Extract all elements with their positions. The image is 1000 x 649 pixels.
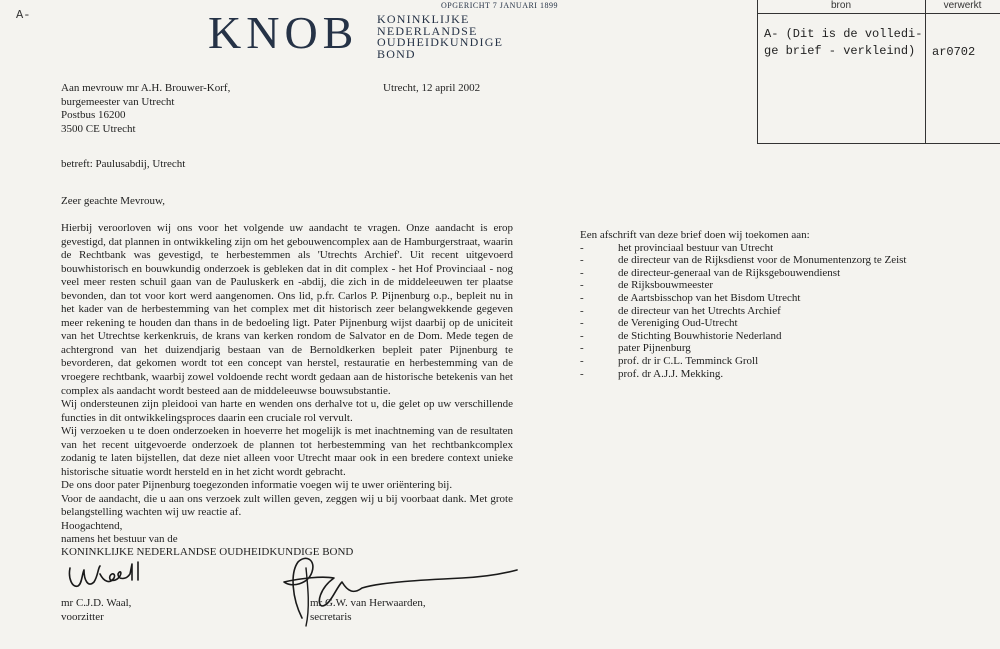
- closing-line: Hoogachtend,: [61, 520, 123, 532]
- stamp-source-header: bron: [830, 0, 851, 11]
- cc-item: [580, 267, 890, 280]
- archive-stamp-box: [757, 0, 1000, 144]
- logo-name-line: OUDHEIDKUNDIGE: [377, 35, 504, 49]
- logo-full-name: [377, 14, 503, 60]
- cc-item-text: de Vereniging Oud-Utrecht: [618, 317, 738, 330]
- stamp-code: ar0702: [932, 45, 976, 59]
- cc-dash: -: [580, 241, 584, 254]
- knob-logo: KNOB: [208, 7, 359, 58]
- signature-waal: [64, 560, 164, 594]
- logo-name-line: NEDERLANDSE: [377, 23, 478, 38]
- closing-line: namens het bestuur van de: [61, 533, 178, 545]
- address-line: burgemeester van Utrecht: [61, 95, 175, 108]
- cc-dash: -: [580, 317, 584, 330]
- recipient-address: [61, 82, 230, 137]
- place-date: Utrecht, 12 april 2002: [383, 82, 481, 94]
- address-line: 3500 CE Utrecht: [61, 123, 136, 136]
- cc-item: [580, 292, 890, 305]
- cc-item-text: de directeur van de Rijksdienst voor de Monumentenzorg te Zeist: [618, 254, 907, 267]
- stamp-header-divider: [757, 13, 1000, 14]
- body-paragraph: Wij verzoeken u te doen onderzoeken in hoeverre het mogelijk is met inachtneming van de resultaten van het recent uitgevoerde onderzoek de plannen tot herbestemming van het rechtbankcomplex zodanig te laten bijstellen, dat deze niet alleen voor Utrecht maar ook in een bredere context unieke historische situatie wordt hersteld en in het zicht wordt gebracht.: [61, 425, 513, 478]
- cc-item-text: de directeur van het Utrechts Archief: [618, 304, 781, 317]
- cc-intro: Een afschrift van deze brief doen wij toekomen aan:: [580, 229, 810, 241]
- corner-mark: A-: [16, 8, 31, 22]
- cc-item: [580, 330, 890, 343]
- signatory-role: voorzitter: [61, 610, 104, 623]
- stamp-processed-header: verwerkt: [943, 0, 982, 11]
- cc-item-text: pater Pijnenburg: [618, 342, 691, 355]
- signatory-name: mr G.W. van Herwaarden,: [310, 597, 426, 609]
- stamp-column-divider: [925, 0, 926, 143]
- cc-dash: -: [580, 279, 584, 292]
- cc-item-text: de Rijksbouwmeester: [618, 279, 714, 292]
- cc-item: [580, 342, 890, 355]
- cc-dash: -: [580, 291, 584, 304]
- cc-dash: -: [580, 342, 584, 355]
- cc-dash: -: [580, 266, 584, 279]
- cc-item: [580, 317, 890, 330]
- cc-item: [580, 242, 890, 255]
- body-paragraph: Wij ondersteunen zijn pleidooi van harte en wenden ons derhalve tot u, die gelet op uw verschillende functies in dit ontwikkelingsproces daarin een cruciale rol vervult.: [61, 398, 513, 424]
- body-paragraph: Voor de aandacht, die u aan ons verzoek zult willen geven, zeggen wij u bij voorbaat dank. Met grote belangstelling wachten wij uw reactie af.: [61, 492, 513, 519]
- cc-item-text: het provinciaal bestuur van Utrecht: [618, 241, 774, 254]
- cc-dash: -: [580, 254, 584, 267]
- cc-item: [580, 355, 890, 368]
- cc-item: [580, 305, 890, 318]
- cc-item-text: de directeur-generaal van de Rijksgebouwendienst: [618, 266, 841, 279]
- founded-date: OPGERICHT 7 JANUARI 1899: [441, 1, 558, 10]
- subject-line: betreft: Paulusabdij, Utrecht: [61, 158, 186, 170]
- cc-item-text: prof. dr A.J.J. Mekking.: [618, 367, 724, 380]
- cc-dash: -: [580, 354, 584, 367]
- closing-line: KONINKLIJKE NEDERLANDSE OUDHEIDKUNDIGE BOND: [61, 546, 354, 558]
- body-paragraph: De ons door pater Pijnenburg toegezonden informatie voegen wij te uwer oriëntering bij.: [61, 479, 453, 492]
- logo-name-line: KONINKLIJKE: [377, 12, 470, 26]
- body-paragraph: Hierbij veroorloven wij ons voor het volgende uw aandacht te vragen. Onze aandacht is erop gevestigd, dat plannen in ontwikkeling zijn om het gebouwencomplex aan de Hamburgerstraat, waarin de Rechtbank was gevestigd, te herbestemmen als 'Utrechts Archief'. Uit recent uitgevoerd bouwhistorisch en bouwkundig onderzoek is gebleken dat in dit complex - het Hof Provinciaal - nog veel meer resten schuil gaan van de Pauluskerk en -abdij, die zich in de middeleeuwen ter plaatse bevonden, dan tot voor kort werd aangenomen. Ons lid, p.fr. Carlos P. Pijnenburg o.p., bepleit nu in het kader van de herbestemming van het complex met dit historisch zeer belangwekkende gegeven meer rekening te houden dan thans in de bedoeling ligt. Pater Pijnenburg wijst daarbij op de uniciteit van het Utrechtse kerkenkruis, de krans van kerken rondom de Salvator en de Dom. Mede tegen de achtergrond van het duizendjarig bestaan van de Bernoldkerken bepleit pater Pijnenburg te bevorderen, dat gekomen wordt tot een concept van herstel, restauratie en herbestemming van de vroegere rechtbank, waarbij zowel voldoende recht wordt gedaan aan de historische betekenis van het complex als aandacht wordt besteed aan de middeleeuwse bouwsubstantie.: [61, 222, 513, 397]
- address-line: Aan mevrouw mr A.H. Brouwer-Korf,: [61, 82, 231, 94]
- cc-dash: -: [580, 367, 584, 380]
- signatory-secretary: [310, 597, 426, 624]
- logo-name-line: BOND: [377, 46, 416, 61]
- cc-item: [580, 279, 890, 292]
- cc-dash: -: [580, 304, 584, 317]
- signatory-name: mr C.J.D. Waal,: [61, 597, 132, 609]
- signatory-chair: [61, 597, 131, 624]
- cc-list: [580, 229, 907, 380]
- cc-item: [580, 368, 890, 381]
- cc-item-text: de Stichting Bouwhistorie Nederland: [618, 329, 782, 342]
- address-line: Postbus 16200: [61, 109, 126, 122]
- stamp-note: A- (Dit is de volledi- ge brief - verkleind): [764, 27, 923, 58]
- cc-item-text: prof. dr ir C.L. Temminck Groll: [618, 354, 759, 367]
- signatory-role: secretaris: [310, 610, 352, 623]
- cc-dash: -: [580, 329, 584, 342]
- cc-item-text: de Aartsbisschop van het Bisdom Utrecht: [618, 291, 801, 304]
- letter-body: [61, 222, 513, 520]
- salutation: Zeer geachte Mevrouw,: [61, 195, 166, 207]
- cc-item: [580, 254, 907, 267]
